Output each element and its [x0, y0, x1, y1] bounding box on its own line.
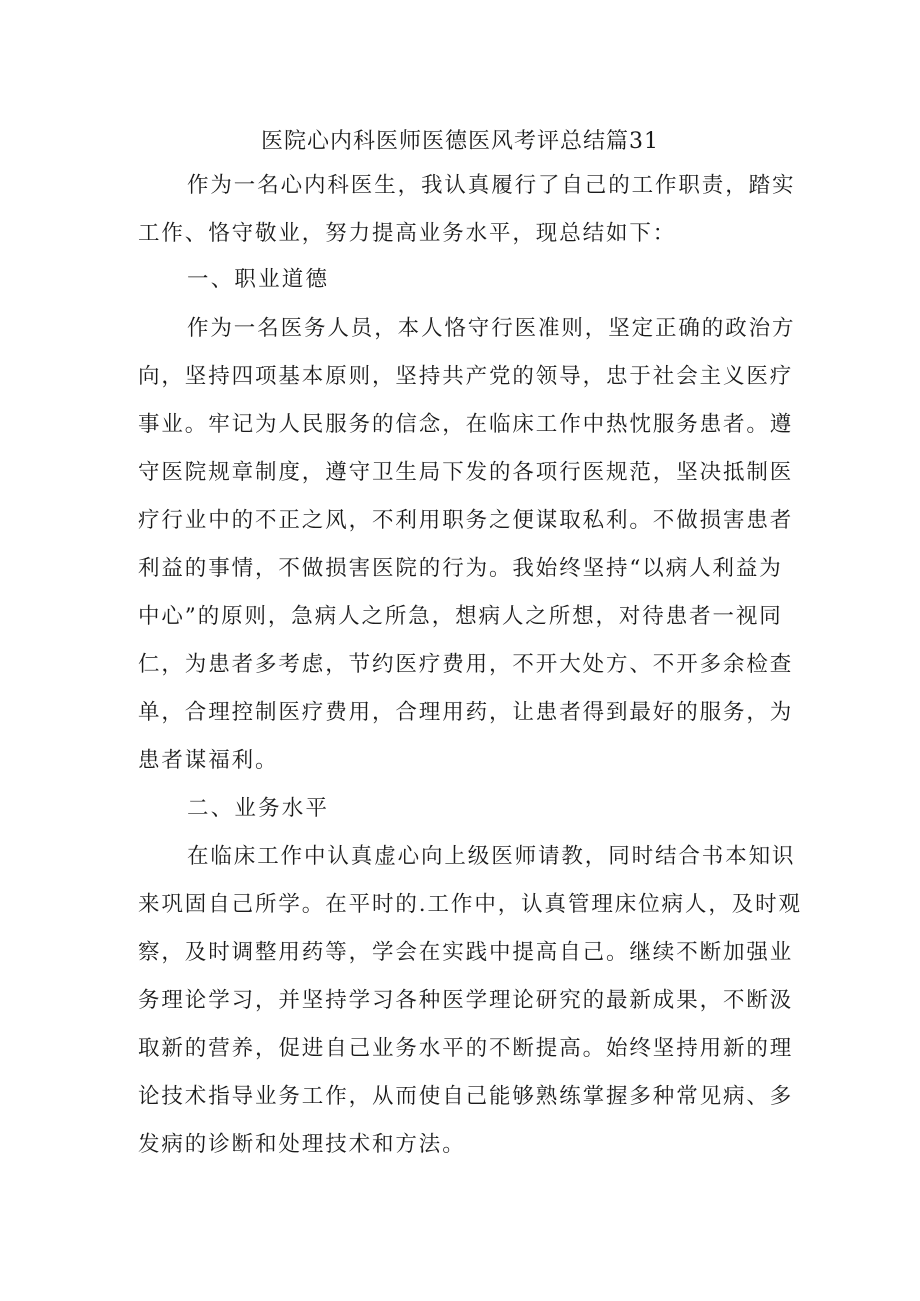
- line-text: 发病的诊断和处理技术和方法。: [138, 1132, 466, 1157]
- line-text: 事业。牢记为人民服务的信念，在临床工作中热忱服务患者。遵: [138, 412, 794, 437]
- line-text: 在临床工作中认真虚心向上级医师请教，同时结合书本知识: [187, 844, 796, 869]
- line-text: 守医院规章制度，遵守卫生局下发的各项行医规范，坚决抵制医: [138, 460, 794, 485]
- line-text: 取新的营养，促进自己业务水平的不断提高。始终坚持用新的理: [138, 1036, 794, 1061]
- line-text: 单，合理控制医疗费用，合理用药，让患者得到最好的服务，为: [138, 700, 794, 725]
- line-text: 利益的事情，不做损害医院的行为。我始终坚持“以病人利益为: [138, 556, 783, 581]
- line-text: 向，坚持四项基本原则，坚持共产党的领导，忠于社会主义医疗: [138, 364, 794, 389]
- line-text: 作为一名医务人员，本人恪守行医准则，坚定正确的政治方: [187, 316, 796, 341]
- heading-text: 二、业务水平: [187, 796, 330, 821]
- line-text: 疗行业中的不正之风，不利用职务之便谋取私利。不做损害患者: [138, 508, 794, 533]
- line-text: 工作、恪守敬业，努力提高业务水平，现总结如下：: [138, 221, 677, 246]
- line-text: 务理论学习，并坚持学习各种医学理论研究的最新成果，不断汲: [138, 988, 794, 1013]
- line-text: 论技术指导业务工作，从而使自己能够熟练掌握多种常见病、多: [138, 1084, 794, 1109]
- line-text: 患者谋福利。: [138, 748, 279, 773]
- line-text: 察，及时调整用药等，学会在实践中提高自己。继续不断加强业: [138, 940, 794, 965]
- line-text: 作为一名心内科医生，我认真履行了自己的工作职责，踏实: [187, 173, 796, 198]
- line-text: 中心”的原则，急病人之所急，想病人之所想，对待患者一视同: [138, 604, 783, 629]
- document-title: 医院心内科医师医德医风考评总结篇31: [261, 129, 659, 154]
- line-text: 来巩固自己所学。在平时的.工作中，认真管理床位病人，及时观: [138, 892, 802, 917]
- heading-text: 一、职业道德: [187, 267, 330, 292]
- line-text: 仁，为患者多考虑，节约医疗费用，不开大处方、不开多余检查: [138, 652, 794, 677]
